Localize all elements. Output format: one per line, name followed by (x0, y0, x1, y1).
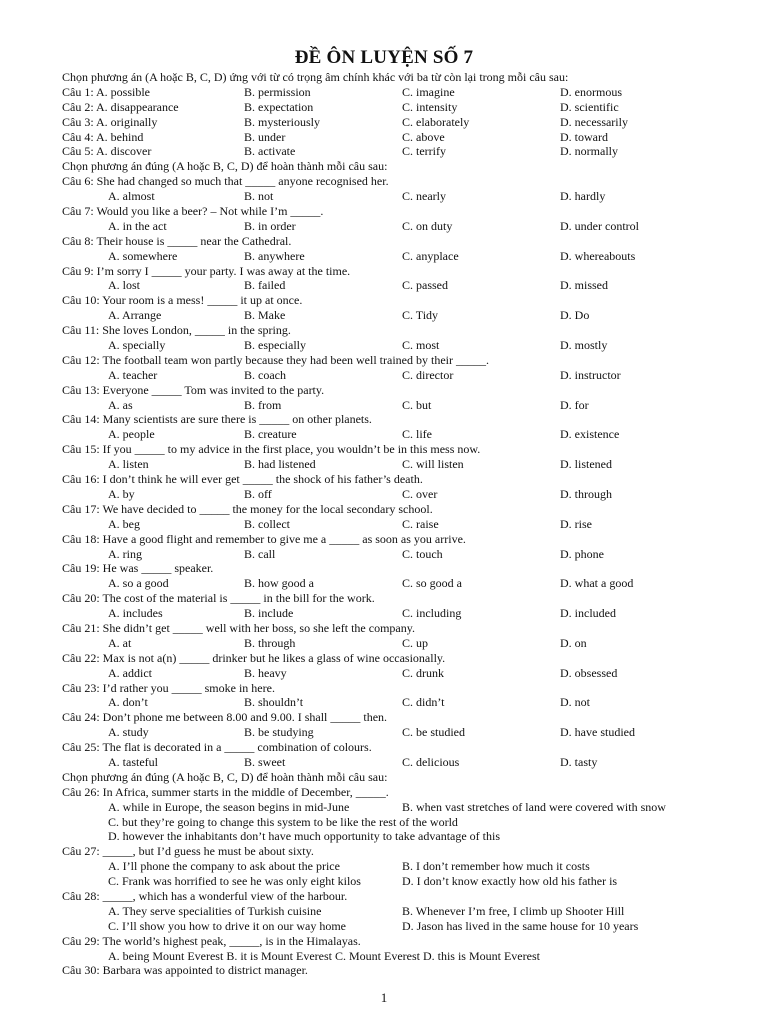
answer-option: C. passed (402, 278, 448, 293)
section-instruction (62, 770, 762, 785)
answer-option: C. up (402, 635, 429, 650)
page-number: 1 (380, 990, 388, 1005)
answer-option: D. existence (560, 427, 620, 442)
stress-question-row (62, 85, 762, 100)
answer-option: A. almost (108, 189, 155, 204)
answer-options-row (62, 547, 762, 562)
answer-options-row (62, 576, 762, 591)
answer-option: A. ring (108, 546, 142, 561)
question-stem (62, 889, 762, 904)
question-text: Câu 22: Max is not a(n) _____ drinker but he likes a glass of wine occasionally. (62, 650, 446, 665)
question-option-a: Câu 1: A. possible (62, 84, 151, 99)
answer-options-row (62, 606, 762, 621)
section-instruction (62, 159, 762, 174)
answer-option: C. intensity (402, 99, 458, 114)
answer-option: C. so good a (402, 576, 462, 591)
answer-option: A. study (108, 725, 149, 740)
question-stem (62, 561, 762, 576)
question-text: Câu 23: I’d rather you _____ smoke in here. (62, 680, 275, 695)
answer-option: C. terrify (402, 144, 446, 159)
question-stem (62, 681, 762, 696)
answer-option: C. will listen (402, 457, 464, 472)
answer-option: B. be studying (244, 725, 314, 740)
stress-question-row (62, 100, 762, 115)
answer-option: B. when vast stretches of land were covered with snow (402, 799, 666, 814)
answer-option: A. while in Europe, the season begins in mid-June (108, 799, 350, 814)
answer-option: A. teacher (108, 367, 158, 382)
answer-option: D. however the inhabitants don’t have much opportunity to take advantage of this (108, 829, 501, 844)
answer-option: D. on (560, 635, 587, 650)
question-stem (62, 591, 762, 606)
answer-option: C. on duty (402, 218, 453, 233)
answer-option: C. including (402, 606, 462, 621)
answer-option: D. have studied (560, 725, 635, 740)
question-stem (62, 740, 762, 755)
answer-option: D. obsessed (560, 665, 618, 680)
answer-option: B. collect (244, 516, 290, 531)
question-option-a: Câu 4: A. behind (62, 129, 144, 144)
answer-option: C. raise (402, 516, 439, 531)
question-text: Câu 30: Barbara was appointed to district manager. (62, 963, 308, 978)
page-title: ĐỀ ÔN LUYỆN SỐ 7 (294, 47, 474, 68)
instruction-text: Chọn phương án (A hoặc B, C, D) ứng với từ có trọng âm chính khác với ba từ còn lại trong mỗi câu sau: (62, 70, 569, 84)
answer-options-row (62, 904, 762, 919)
question-text: Câu 6: She had changed so much that _____ anyone recognised her. (62, 174, 389, 189)
answer-option: D. missed (560, 278, 608, 293)
answer-option: D. under control (560, 218, 639, 233)
answer-options-row (62, 695, 762, 710)
answer-option: A. They serve specialities of Turkish cuisine (108, 903, 322, 918)
answer-options-row (62, 308, 762, 323)
answer-option: C. didn’t (402, 695, 445, 710)
question-stem (62, 934, 762, 949)
answer-options-row (62, 725, 762, 740)
answer-options-row (62, 636, 762, 651)
stress-question-row (62, 115, 762, 130)
answer-option: A. in the act (108, 218, 167, 233)
answer-option: B. creature (244, 427, 297, 442)
question-stem (62, 264, 762, 279)
question-option-a: Câu 2: A. disappearance (62, 99, 179, 114)
answer-options-row (62, 829, 762, 844)
answer-option: C. Frank was horrified to see he was only eight kilos (108, 874, 361, 889)
answer-option: C. most (402, 338, 440, 353)
question-stem (62, 353, 762, 368)
answer-option: A. at (108, 635, 132, 650)
answer-option: D. included (560, 606, 616, 621)
question-text: Câu 19: He was _____ speaker. (62, 561, 214, 576)
question-stem (62, 710, 762, 725)
question-stem (62, 621, 762, 636)
answer-option: B. Whenever I’m free, I climb up Shooter Hill (402, 903, 625, 918)
answer-option: C. I’ll show you how to drive it on our way home (108, 918, 346, 933)
answer-option: B. sweet (244, 754, 286, 769)
answer-option: A. listen (108, 457, 149, 472)
answer-option: A. somewhere (108, 248, 178, 263)
answer-option: D. I don’t know exactly how old his father is (402, 874, 618, 889)
answer-option: D. Jason has lived in the same house for 10 years (402, 918, 639, 933)
question-text: Câu 10: Your room is a mess! _____ it up at once. (62, 293, 303, 308)
answer-option: B. how good a (244, 576, 314, 591)
answer-option: D. normally (560, 144, 618, 159)
question-text: Câu 8: Their house is _____ near the Cathedral. (62, 233, 292, 248)
question-text: Câu 11: She loves London, _____ in the spring. (62, 323, 291, 338)
question-stem (62, 472, 762, 487)
answer-option: B. Make (244, 308, 286, 323)
question-text: Câu 25: The flat is decorated in a _____ combination of colours. (62, 740, 372, 755)
answer-option: D. not (560, 695, 590, 710)
question-stem (62, 383, 762, 398)
instruction-text: Chọn phương án đúng (A hoặc B, C, D) để hoàn thành mỗi câu sau: (62, 159, 388, 174)
answer-option: C. above (402, 129, 445, 144)
answer-option: D. enormous (560, 84, 622, 99)
answer-options-row (62, 427, 762, 442)
answer-option: C. delicious (402, 754, 460, 769)
answer-options-row (62, 219, 762, 234)
answer-option: D. hardly (560, 189, 606, 204)
question-stem (62, 174, 762, 189)
question-text: Câu 14: Many scientists are sure there is _____ on other planets. (62, 412, 372, 427)
answer-option: B. off (244, 486, 272, 501)
answer-option: B. in order (244, 218, 296, 233)
answer-options-row (62, 189, 762, 204)
answer-options-row (62, 859, 762, 874)
question-text: Câu 28: _____, which has a wonderful view of the harbour. (62, 888, 348, 903)
question-stem (62, 323, 762, 338)
question-text: Câu 13: Everyone _____ Tom was invited to the party. (62, 382, 325, 397)
question-option-a: Câu 5: A. discover (62, 144, 152, 159)
answer-option: A. don’t (108, 695, 148, 710)
question-text: Câu 16: I don’t think he will ever get _____ the shock of his father’s death. (62, 472, 423, 487)
answer-option: B. expectation (244, 99, 314, 114)
answer-option: B. especially (244, 338, 306, 353)
question-text: Câu 29: The world’s highest peak, _____, is in the Himalayas. (62, 933, 361, 948)
answer-option: A. as (108, 397, 133, 412)
answer-options-row (62, 278, 762, 293)
answer-option: B. failed (244, 278, 286, 293)
answer-option: D. mostly (560, 338, 608, 353)
answer-option: D. scientific (560, 99, 619, 114)
answer-option: B. I don’t remember how much it costs (402, 859, 590, 874)
answer-option: D. rise (560, 516, 592, 531)
answer-option: B. anywhere (244, 248, 305, 263)
answer-options-row (62, 368, 762, 383)
answer-option: C. life (402, 427, 432, 442)
section-instruction (62, 70, 762, 85)
answer-option: A. lost (108, 278, 141, 293)
question-stem (62, 844, 762, 859)
question-text: Câu 24: Don’t phone me between 8.00 and 9.00. I shall _____ then. (62, 710, 388, 725)
answer-option: C. Tidy (402, 308, 439, 323)
answer-options-row (62, 517, 762, 532)
answer-options-row (62, 487, 762, 502)
question-text: Câu 12: The football team won partly because they had been well trained by their _____. (62, 352, 489, 367)
answer-option: B. shouldn’t (244, 695, 304, 710)
answer-option: D. instructor (560, 367, 621, 382)
answer-options-row (62, 666, 762, 681)
question-stem (62, 234, 762, 249)
question-stem (62, 785, 762, 800)
answer-option: D. listened (560, 457, 612, 472)
answer-option: B. not (244, 189, 274, 204)
answer-option: C. imagine (402, 84, 455, 99)
answer-options-row (62, 919, 762, 934)
answer-option: A. beg (108, 516, 140, 531)
question-text: Câu 21: She didn’t get _____ well with her boss, so she left the company. (62, 620, 415, 635)
stress-question-row (62, 144, 762, 159)
answer-option: B. through (244, 635, 296, 650)
answer-option: D. tasty (560, 754, 598, 769)
answer-option: B. had listened (244, 457, 316, 472)
question-text: Câu 15: If you _____ to my advice in the first place, you wouldn’t be in this mess now. (62, 442, 481, 457)
question-stem (62, 204, 762, 219)
answer-options-row (62, 338, 762, 353)
answer-option: C. be studied (402, 725, 465, 740)
answer-options-row (62, 815, 762, 830)
answer-options-row (62, 398, 762, 413)
instruction-text: Chọn phương án đúng (A hoặc B, C, D) để hoàn thành mỗi câu sau: (62, 769, 388, 784)
question-stem (62, 532, 762, 547)
question-text: Câu 27: _____, but I’d guess he must be about sixty. (62, 844, 314, 859)
question-text: Câu 7: Would you like a beer? – Not while I’m _____. (62, 204, 324, 219)
answer-option: A. specially (108, 338, 166, 353)
answer-options-row (62, 249, 762, 264)
answer-option: D. Do (560, 308, 590, 323)
answer-option: C. touch (402, 546, 443, 561)
answer-option: C. but (402, 397, 432, 412)
answer-option: A. Arrange (108, 308, 162, 323)
answer-option: A. by (108, 486, 135, 501)
answer-option: D. whereabouts (560, 248, 636, 263)
answer-option: A. includes (108, 606, 163, 621)
answer-option: A. I’ll phone the company to ask about the price (108, 859, 340, 874)
answer-option: B. mysteriously (244, 114, 321, 129)
answer-options-row (62, 949, 762, 964)
question-stem (62, 502, 762, 517)
answer-option: A. being Mount Everest B. it is Mount Everest C. Mount Everest D. this is Mount Everest (108, 948, 540, 963)
question-list (62, 70, 762, 978)
answer-option: A. so a good (108, 576, 169, 591)
answer-options-row (62, 800, 762, 815)
answer-option: B. activate (244, 144, 296, 159)
question-text: Câu 17: We have decided to _____ the money for the local secondary school. (62, 501, 433, 516)
answer-option: D. toward (560, 129, 608, 144)
answer-option: B. under (244, 129, 286, 144)
answer-option: D. through (560, 486, 612, 501)
answer-option: A. addict (108, 665, 152, 680)
stress-question-row (62, 130, 762, 145)
question-option-a: Câu 3: A. originally (62, 114, 158, 129)
answer-option: B. permission (244, 84, 311, 99)
answer-option: B. heavy (244, 665, 287, 680)
answer-option: B. include (244, 606, 294, 621)
answer-options-row (62, 874, 762, 889)
answer-option: C. but they’re going to change this system to be like the rest of the world (108, 814, 458, 829)
answer-option: C. elaborately (402, 114, 470, 129)
answer-option: D. what a good (560, 576, 634, 591)
answer-option: B. coach (244, 367, 286, 382)
question-stem (62, 293, 762, 308)
question-stem (62, 412, 762, 427)
answer-option: A. people (108, 427, 155, 442)
answer-option: C. drunk (402, 665, 444, 680)
question-text: Câu 9: I’m sorry I _____ your party. I was away at the time. (62, 263, 351, 278)
answer-option: D. phone (560, 546, 604, 561)
answer-option: C. director (402, 367, 454, 382)
answer-option: D. for (560, 397, 589, 412)
question-text: Câu 20: The cost of the material is _____ in the bill for the work. (62, 591, 375, 606)
question-text: Câu 18: Have a good flight and remember to give me a _____ as soon as you arrive. (62, 531, 466, 546)
question-stem (62, 442, 762, 457)
question-stem (62, 963, 762, 978)
answer-option: C. anyplace (402, 248, 459, 263)
question-text: Câu 26: In Africa, summer starts in the middle of December, _____. (62, 784, 389, 799)
answer-options-row (62, 755, 762, 770)
answer-option: C. nearly (402, 189, 446, 204)
answer-option: D. necessarily (560, 114, 628, 129)
answer-option: B. call (244, 546, 276, 561)
answer-option: A. tasteful (108, 754, 158, 769)
answer-option: C. over (402, 486, 438, 501)
question-stem (62, 651, 762, 666)
answer-option: B. from (244, 397, 282, 412)
answer-options-row (62, 457, 762, 472)
